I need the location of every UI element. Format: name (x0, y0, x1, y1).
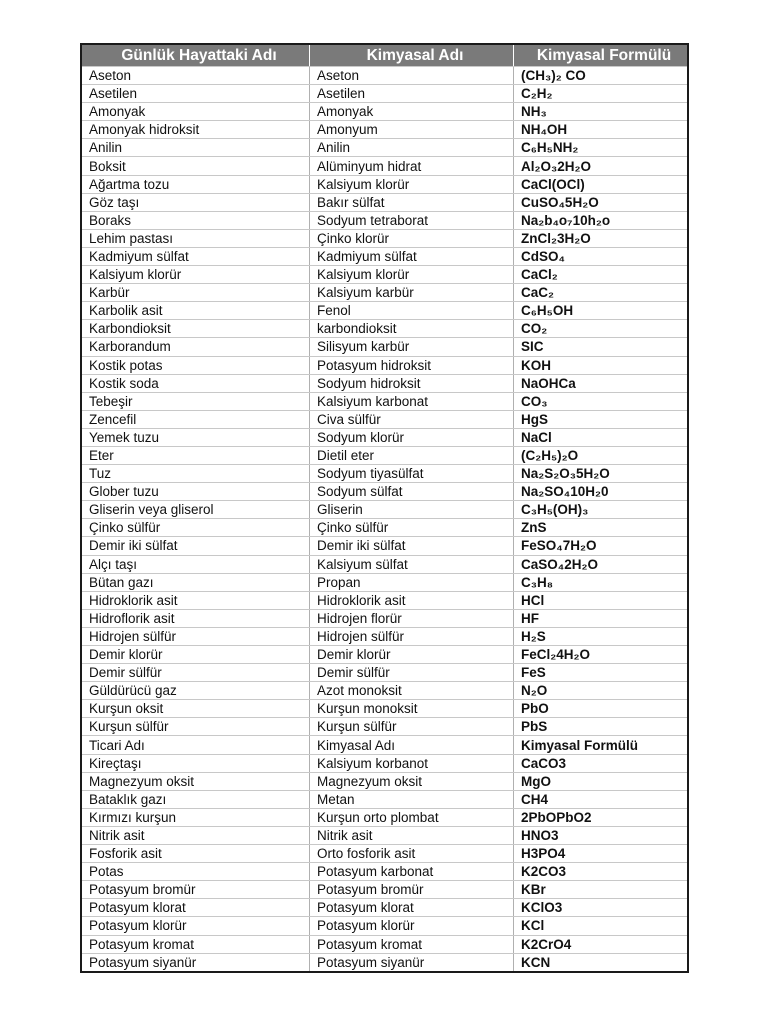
everyday-name-cell: Güldürücü gaz (82, 682, 310, 699)
table-row (82, 84, 687, 102)
everyday-name-cell: Lehim pastası (82, 230, 310, 247)
everyday-name-cell: Göz taşı (82, 194, 310, 211)
everyday-name-cell: Ticari Adı (82, 736, 310, 753)
everyday-name-cell: Amonyak hidroksit (82, 121, 310, 138)
everyday-name-cell: Potasyum klorür (82, 917, 310, 934)
chemical-name-cell: Potasyum karbonat (310, 863, 514, 880)
chemical-formula-cell: (C₂H₅)₂O (521, 448, 579, 464)
chemical-name-cell: Propan (310, 574, 514, 591)
everyday-name-cell: Karbondioksit (82, 320, 310, 337)
table-row (82, 862, 687, 880)
table-row (82, 428, 687, 446)
everyday-name-cell: Kostik potas (82, 357, 310, 374)
table-row (82, 735, 687, 753)
table-row (82, 536, 687, 554)
chemical-name-cell: Potasyum klorat (310, 899, 514, 916)
chemical-formula-cell: PbO (521, 701, 549, 717)
chemical-name-cell: karbondioksit (310, 320, 514, 337)
chemical-formula-cell: KClO3 (521, 900, 563, 916)
everyday-name-cell: Potas (82, 863, 310, 880)
header-chemical-formula: Kimyasal Formülü (536, 47, 672, 64)
chemical-name-cell: Kalsiyum sülfat (310, 556, 514, 573)
table-row (82, 754, 687, 772)
chemical-name-cell: Aseton (310, 67, 514, 84)
chemical-name-cell: Sodyum hidroksit (310, 375, 514, 392)
chemical-formula-cell: KCl (521, 918, 545, 934)
chemical-formula-cell: CH4 (521, 791, 549, 807)
chemical-name-cell: Hidrojen sülfür (310, 628, 514, 645)
chemical-formula-cell: H₂S (521, 628, 546, 644)
table-row (82, 120, 687, 138)
everyday-name-cell: Anilin (82, 139, 310, 156)
chemical-formula-cell: CaC₂ (521, 285, 555, 301)
chemical-name-cell: Magnezyum oksit (310, 773, 514, 790)
chemical-name-cell: Hidroklorik asit (310, 592, 514, 609)
table-row (82, 464, 687, 482)
everyday-name-cell: Boraks (82, 212, 310, 229)
everyday-name-cell: Tuz (82, 465, 310, 482)
everyday-name-cell: Kadmiyum sülfat (82, 248, 310, 265)
chemical-name-cell: Potasyum bromür (310, 881, 514, 898)
table-row (82, 627, 687, 645)
chemical-name-cell: Dietil eter (310, 447, 514, 464)
chemical-formula-cell: HNO3 (521, 827, 559, 843)
chemical-name-cell: Sodyum tetraborat (310, 212, 514, 229)
table-row (82, 446, 687, 464)
table-row (82, 500, 687, 518)
table-row (82, 699, 687, 717)
chemical-formula-cell: Na₂SO₄10H₂0 (521, 484, 609, 500)
everyday-name-cell: Demir klorür (82, 646, 310, 663)
table-row (82, 283, 687, 301)
chemical-name-cell: Anilin (310, 139, 514, 156)
table-row (82, 609, 687, 627)
chemical-name-cell: Demir sülfür (310, 664, 514, 681)
chemical-formula-cell: Na₂b₄o₇10h₂o (521, 212, 611, 228)
everyday-name-cell: Nitrik asit (82, 827, 310, 844)
everyday-name-cell: Hidroflorik asit (82, 610, 310, 627)
table-row (82, 102, 687, 120)
table-row (82, 826, 687, 844)
header-everyday-name: Günlük Hayattaki Adı (82, 45, 310, 66)
chemical-formula-cell: KCN (521, 954, 551, 970)
chemical-formula-cell: Kimyasal Formülü (521, 737, 639, 753)
table-header (82, 45, 687, 66)
everyday-name-cell: Kurşun oksit (82, 700, 310, 717)
chemical-formula-cell: ZnCl₂3H₂O (521, 230, 591, 246)
everyday-name-cell: Glober tuzu (82, 483, 310, 500)
chemical-name-cell: Kurşun sülfür (310, 718, 514, 735)
table-row (82, 410, 687, 428)
table-row (82, 898, 687, 916)
table-row (82, 356, 687, 374)
table-row (82, 66, 687, 84)
chemical-formula-cell: Na₂S₂O₃5H₂O (521, 466, 610, 482)
chemical-name-cell: Kurşun orto plombat (310, 809, 514, 826)
everyday-name-cell: Gliserin veya gliserol (82, 501, 310, 518)
chemical-formula-cell: CO₃ (521, 393, 548, 409)
chemical-name-cell: Hidrojen florür (310, 610, 514, 627)
chemical-name-cell: Çinko klorür (310, 230, 514, 247)
chemical-name-cell: Kurşun monoksit (310, 700, 514, 717)
chemical-formula-cell: C₂H₂ (521, 86, 553, 102)
chemical-name-cell: Fenol (310, 302, 514, 319)
table-row (82, 663, 687, 681)
everyday-name-cell: Kostik soda (82, 375, 310, 392)
everyday-name-cell: Demir sülfür (82, 664, 310, 681)
table-row (82, 681, 687, 699)
chemical-name-cell: Kalsiyum klorür (310, 176, 514, 193)
chemical-formula-cell: FeCl₂4H₂O (521, 647, 591, 663)
table-row (82, 518, 687, 536)
everyday-name-cell: Kurşun sülfür (82, 718, 310, 735)
everyday-name-cell: Zencefil (82, 411, 310, 428)
chemical-name-cell: Sodyum sülfat (310, 483, 514, 500)
everyday-name-cell: Kireçtaşı (82, 755, 310, 772)
table-row (82, 573, 687, 591)
chemical-name-cell: Kalsiyum klorür (310, 266, 514, 283)
table-row (82, 555, 687, 573)
chemical-formula-cell: C₃H₅(OH)₃ (521, 502, 589, 518)
chemical-formula-cell: KOH (521, 357, 551, 373)
everyday-name-cell: Yemek tuzu (82, 429, 310, 446)
chemical-formula-cell: CaCl₂ (521, 267, 558, 283)
table-row (82, 717, 687, 735)
table-row (82, 337, 687, 355)
everyday-name-cell: Kalsiyum klorür (82, 266, 310, 283)
chemical-formula-cell: C₆H₅NH₂ (521, 140, 579, 156)
chemical-name-cell: Potasyum kromat (310, 936, 514, 953)
chemical-name-cell: Kalsiyum korbanot (310, 755, 514, 772)
chemical-formula-cell: K2CO3 (521, 864, 567, 880)
chemical-name-cell: Azot monoksit (310, 682, 514, 699)
everyday-name-cell: Boksit (82, 157, 310, 174)
chemical-formula-cell: Al₂O₃2H₂O (521, 158, 591, 174)
chemical-formula-cell: CdSO₄ (521, 248, 565, 264)
chemical-formula-cell: FeS (521, 665, 546, 681)
table-row (82, 265, 687, 283)
chemical-name-cell: Bakır sülfat (310, 194, 514, 211)
chemical-formula-cell: CaCl(OCl) (521, 176, 585, 192)
chemical-formula-cell: FeSO₄7H₂O (521, 538, 597, 554)
everyday-name-cell: Potasyum klorat (82, 899, 310, 916)
chemical-name-cell: Asetilen (310, 85, 514, 102)
chemical-formula-cell: HCl (521, 592, 545, 608)
chemical-formula-cell: NH₄OH (521, 122, 568, 138)
chemical-name-cell: Kimyasal Adı (310, 736, 514, 753)
everyday-name-cell: Ağartma tozu (82, 176, 310, 193)
table-row (82, 193, 687, 211)
everyday-name-cell: Karbür (82, 284, 310, 301)
chemical-name-cell: Demir iki sülfat (310, 537, 514, 554)
chemical-formula-cell: CO₂ (521, 321, 548, 337)
chemical-formula-cell: CaCO3 (521, 755, 567, 771)
chemical-name-cell: Metan (310, 791, 514, 808)
chemical-name-cell: Sodyum tiyasülfat (310, 465, 514, 482)
table-row (82, 772, 687, 790)
chemical-name-cell: Kalsiyum karbonat (310, 393, 514, 410)
everyday-name-cell: Kırmızı kurşun (82, 809, 310, 826)
chemical-formula-cell: HgS (521, 411, 548, 427)
everyday-name-cell: Magnezyum oksit (82, 773, 310, 790)
chemical-name-cell: Demir klorür (310, 646, 514, 663)
table-row (82, 645, 687, 663)
table-row (82, 591, 687, 609)
everyday-name-cell: Eter (82, 447, 310, 464)
chemical-name-cell: Potasyum siyanür (310, 954, 514, 971)
everyday-name-cell: Alçı taşı (82, 556, 310, 573)
chemical-name-cell: Orto fosforik asit (310, 845, 514, 862)
chemical-name-cell: Sodyum klorür (310, 429, 514, 446)
everyday-name-cell: Potasyum bromür (82, 881, 310, 898)
chemical-formula-cell: H3PO4 (521, 846, 566, 862)
table-row (82, 808, 687, 826)
table-row (82, 790, 687, 808)
chemical-name-cell: Amonyak (310, 103, 514, 120)
everyday-name-cell: Karbolik asit (82, 302, 310, 319)
table-row (82, 229, 687, 247)
chemical-name-cell: Çinko sülfür (310, 519, 514, 536)
everyday-name-cell: Asetilen (82, 85, 310, 102)
everyday-name-cell: Potasyum kromat (82, 936, 310, 953)
table-row (82, 844, 687, 862)
table-row (82, 301, 687, 319)
table-row (82, 374, 687, 392)
table-row (82, 880, 687, 898)
chemical-formula-cell: NH₃ (521, 104, 547, 120)
everyday-name-cell: Bütan gazı (82, 574, 310, 591)
everyday-name-cell: Demir iki sülfat (82, 537, 310, 554)
chemical-name-cell: Potasyum hidroksit (310, 357, 514, 374)
table-row (82, 916, 687, 934)
chemical-name-cell: Kadmiyum sülfat (310, 248, 514, 265)
table-row (82, 156, 687, 174)
everyday-name-cell: Bataklık gazı (82, 791, 310, 808)
chemical-formula-cell: (CH₃)₂ CO (521, 68, 586, 84)
chemical-name-cell: Kalsiyum karbür (310, 284, 514, 301)
chemical-formula-cell: C₆H₅OH (521, 303, 574, 319)
header-chemical-name: Kimyasal Adı (310, 45, 514, 66)
chemical-name-cell: Gliserin (310, 501, 514, 518)
chemical-formula-cell: N₂O (521, 683, 548, 699)
table-row (82, 211, 687, 229)
chemical-names-table (80, 43, 689, 973)
chemical-formula-cell: CaSO₄2H₂O (521, 556, 598, 572)
chemical-name-cell: Potasyum klorür (310, 917, 514, 934)
table-row (82, 138, 687, 156)
everyday-name-cell: Potasyum siyanür (82, 954, 310, 971)
chemical-name-cell: Amonyum (310, 121, 514, 138)
chemical-formula-cell: NaOHCa (521, 375, 576, 391)
everyday-name-cell: Hidroklorik asit (82, 592, 310, 609)
everyday-name-cell: Aseton (82, 67, 310, 84)
chemical-name-cell: Nitrik asit (310, 827, 514, 844)
table-body (82, 66, 687, 971)
chemical-formula-cell: SIC (521, 339, 544, 355)
table-row (82, 319, 687, 337)
chemical-formula-cell: MgO (521, 773, 551, 789)
table-row (82, 175, 687, 193)
chemical-formula-cell: K2CrO4 (521, 936, 572, 952)
everyday-name-cell: Hidrojen sülfür (82, 628, 310, 645)
everyday-name-cell: Karborandum (82, 338, 310, 355)
chemical-formula-cell: 2PbOPbO2 (521, 809, 592, 825)
table-row (82, 482, 687, 500)
everyday-name-cell: Tebeşir (82, 393, 310, 410)
chemical-formula-cell: KBr (521, 882, 546, 898)
everyday-name-cell: Fosforik asit (82, 845, 310, 862)
table-row (82, 247, 687, 265)
chemical-formula-cell: PbS (521, 719, 548, 735)
chemical-name-cell: Alüminyum hidrat (310, 157, 514, 174)
table-row (82, 953, 687, 971)
table-row (82, 392, 687, 410)
everyday-name-cell: Amonyak (82, 103, 310, 120)
everyday-name-cell: Çinko sülfür (82, 519, 310, 536)
chemical-formula-cell: NaCl (521, 429, 552, 445)
chemical-formula-cell: HF (521, 610, 539, 626)
chemical-name-cell: Silisyum karbür (310, 338, 514, 355)
chemical-formula-cell: C₃H₈ (521, 574, 554, 590)
chemical-formula-cell: CuSO₄5H₂O (521, 194, 599, 210)
table-row (82, 935, 687, 953)
chemical-name-cell: Civa sülfür (310, 411, 514, 428)
chemical-formula-cell: ZnS (521, 520, 547, 536)
